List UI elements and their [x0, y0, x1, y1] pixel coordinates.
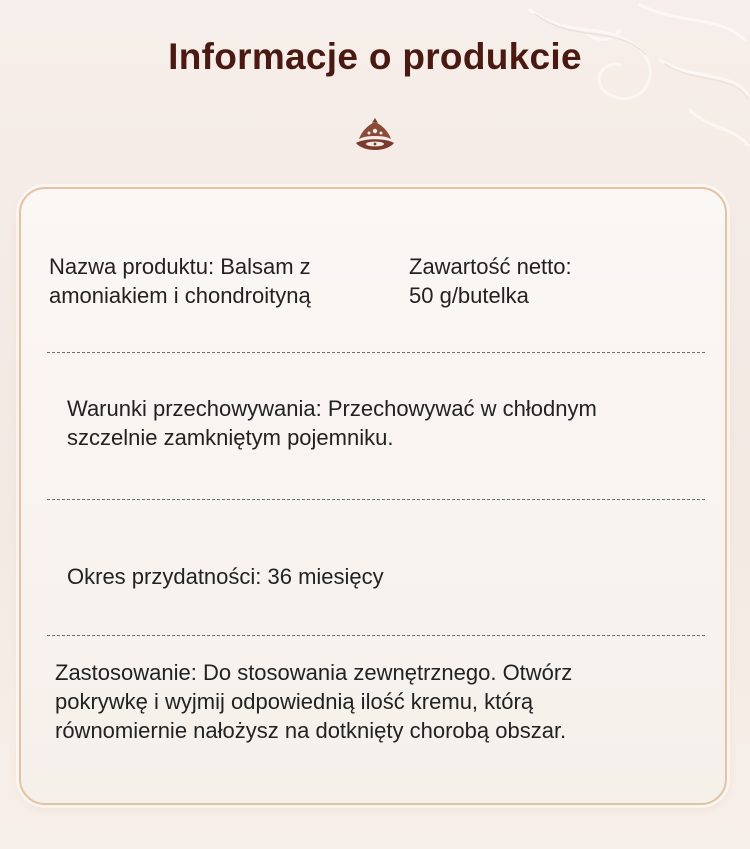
storage-conditions	[67, 394, 597, 452]
product-name-line: Nazwa produktu: Balsam z	[49, 254, 311, 279]
page-title: Informacje o produkcie	[168, 36, 582, 77]
usage-instructions	[55, 658, 572, 745]
product-name	[49, 252, 311, 310]
divider	[47, 635, 705, 636]
divider	[47, 499, 705, 500]
storage-line: szczelnie zamkniętym pojemniku.	[67, 425, 394, 450]
storage-line: Warunki przechowywania: Przechowywać w chłodnym	[67, 396, 597, 421]
usage-line: pokrywkę i wyjmij odpowiednią ilość kremu, którą	[55, 689, 534, 714]
product-name-line: amoniakiem i chondroityną	[49, 283, 311, 308]
net-content-value: 50 g/butelka	[409, 283, 529, 308]
divider	[47, 352, 705, 353]
net-content	[409, 252, 572, 310]
product-info-card	[19, 187, 727, 805]
usage-line: równomiernie nałożysz na dotknięty chorobą obszar.	[55, 718, 567, 743]
swirl-decoration	[490, 0, 750, 170]
usage-line: Zastosowanie: Do stosowania zewnętrznego. Otwórz	[55, 660, 573, 685]
shelf-life: Okres przydatności: 36 miesięcy	[67, 564, 384, 589]
net-content-label: Zawartość netto:	[409, 254, 572, 279]
ornament-icon	[354, 117, 396, 153]
